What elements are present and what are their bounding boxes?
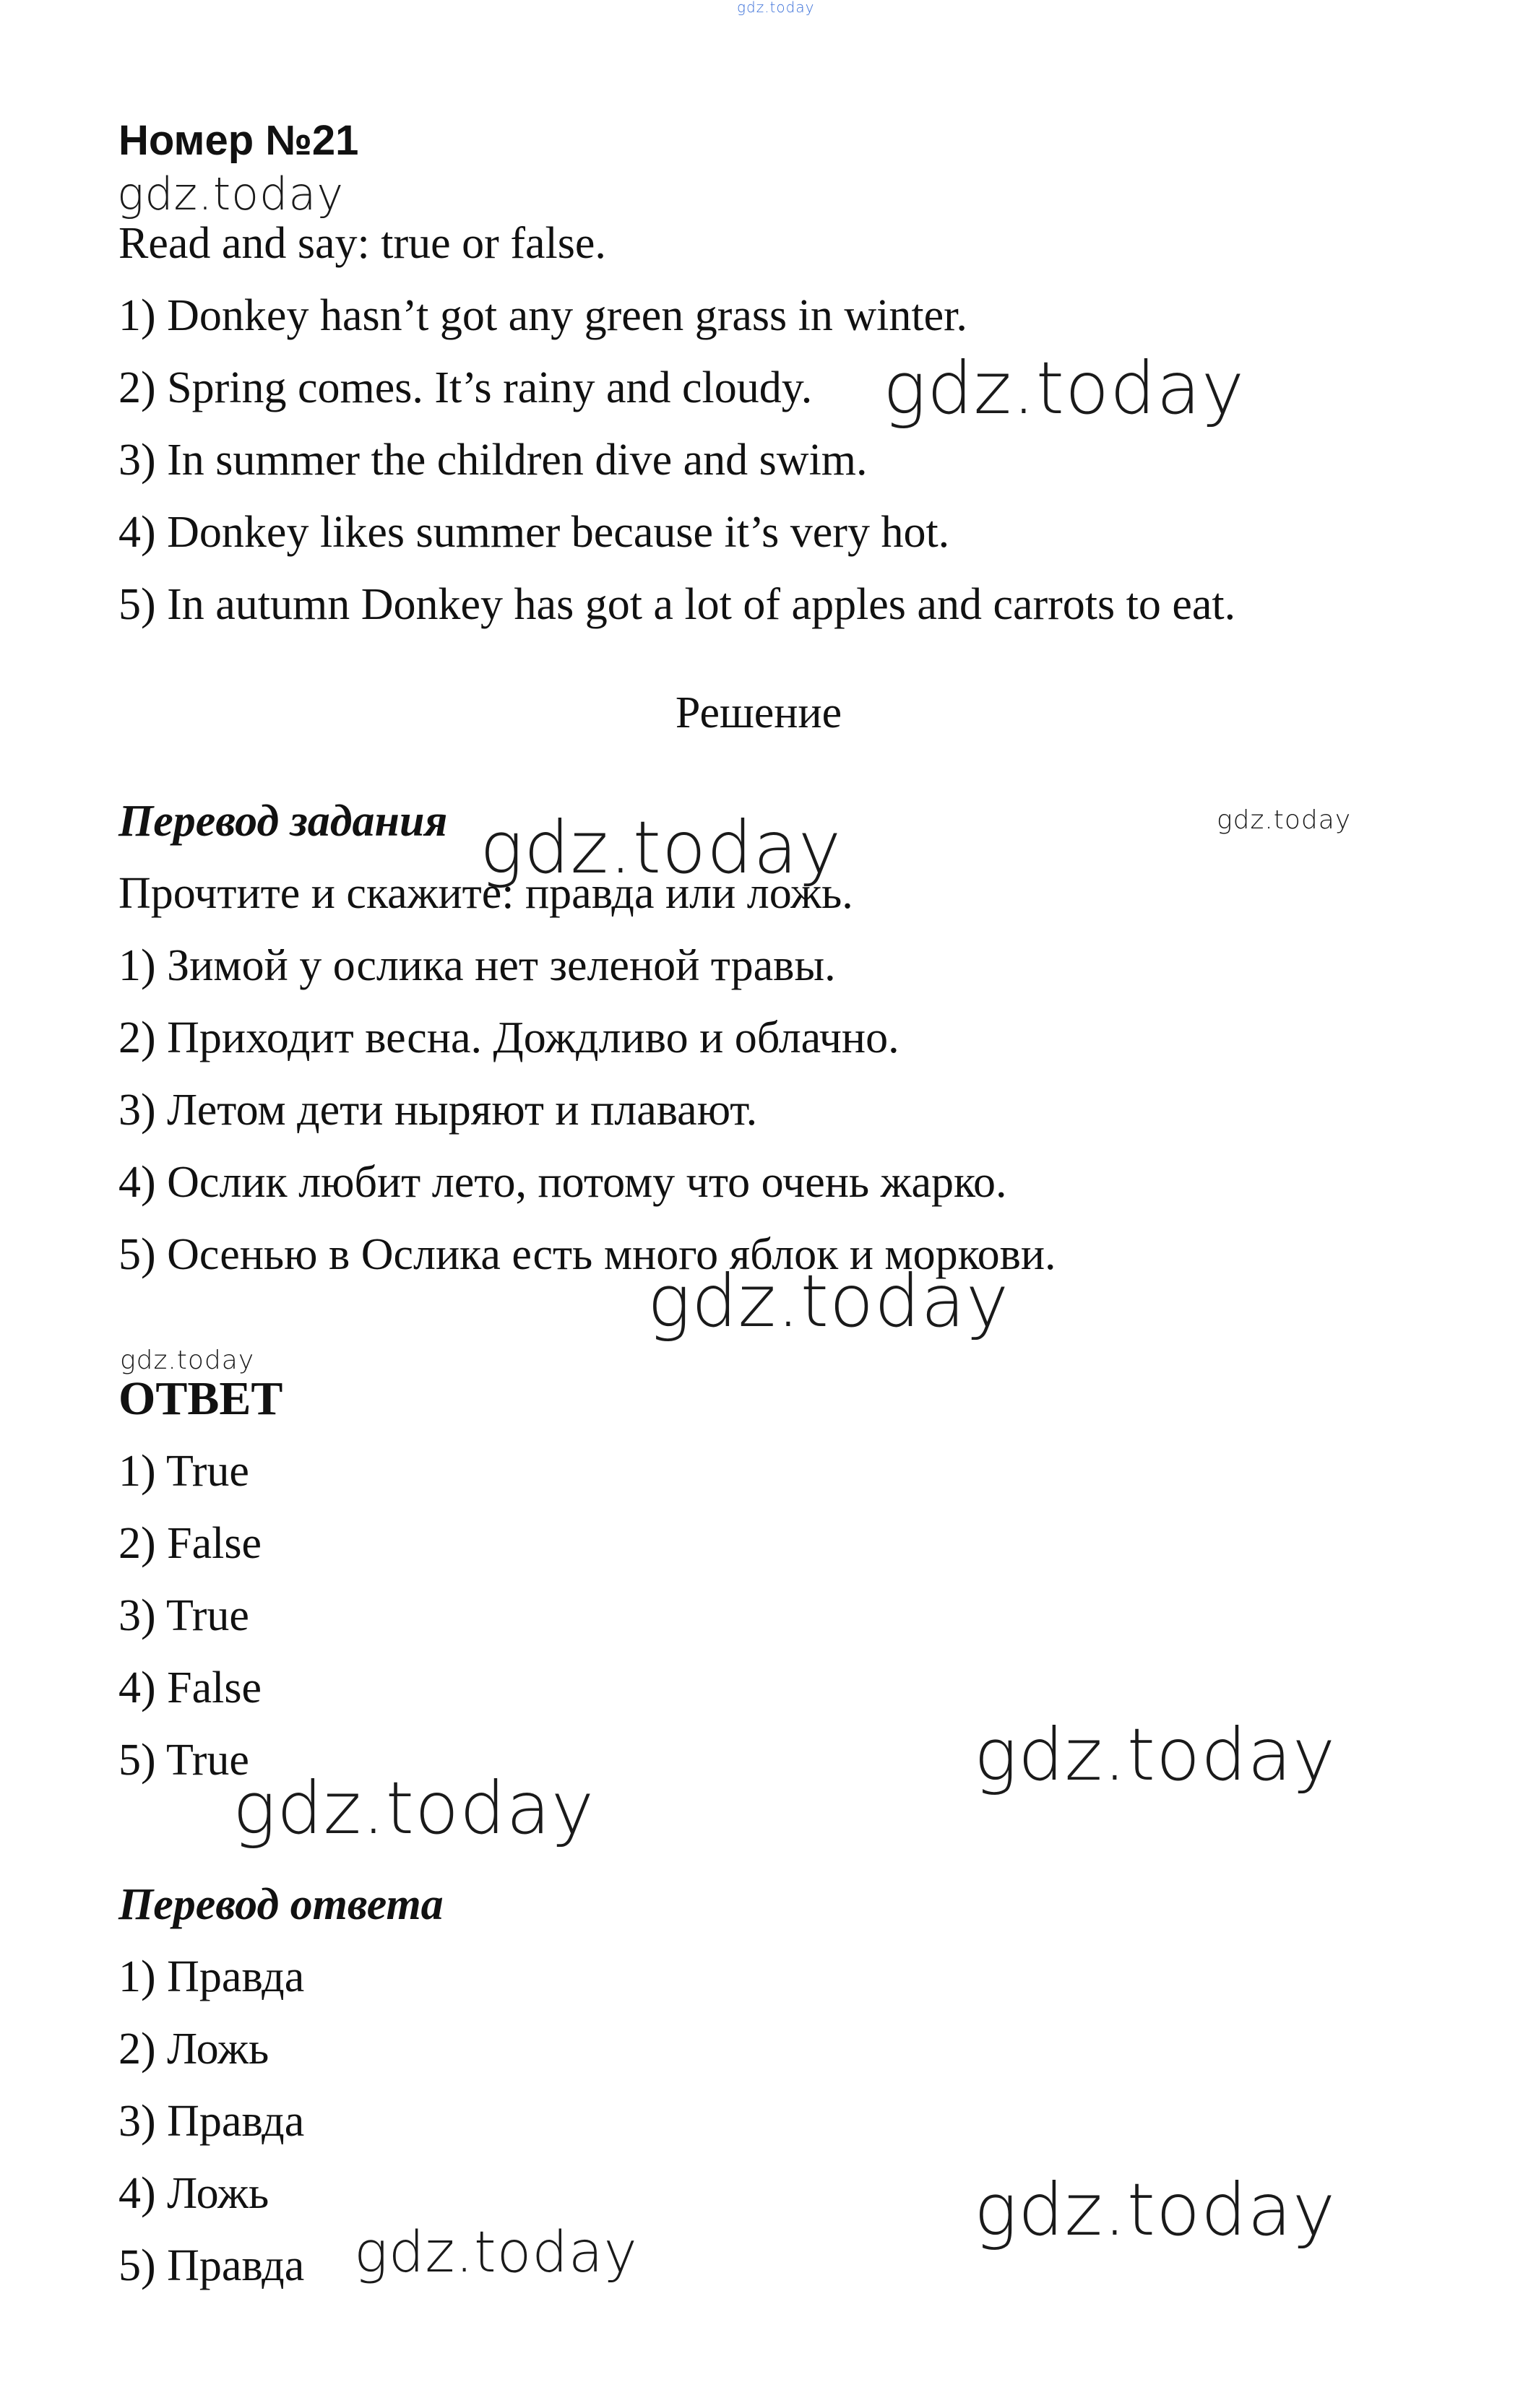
watermark: gdz.today <box>647 1259 1010 1343</box>
translation-item: 3) Летом дети ныряют и плавают. <box>118 1086 758 1135</box>
translation-item: 5) Осенью в Ослика есть много яблок и моркови. <box>118 1230 1056 1279</box>
page-title: Номер №21 <box>118 117 359 164</box>
translation-item: 4) Ослик любит лето, потому что очень жарко. <box>118 1158 1007 1207</box>
watermark: gdz.today <box>480 805 842 890</box>
solution-label: Решение <box>675 688 842 737</box>
watermark: gdz.today <box>1217 805 1352 835</box>
watermark: gdz.today <box>883 346 1246 430</box>
answer-translation-item: 1) Правда <box>118 1952 305 2001</box>
answer-translation-item: 4) Ложь <box>118 2169 269 2218</box>
translation-item: 1) Зимой у ослика нет зеленой травы. <box>118 941 836 990</box>
task-instruction: Read and say: true or false. <box>118 219 606 268</box>
task-item: 5) In autumn Donkey has got a lot of apples and carrots to eat. <box>118 580 1236 629</box>
task-item: 1) Donkey hasn’t got any green grass in winter. <box>118 291 967 340</box>
translation-item: 2) Приходит весна. Дождливо и облачно. <box>118 1013 899 1062</box>
answer-translation-item: 5) Правда <box>118 2241 305 2290</box>
translation-instruction: Прочтите и скажите: правда или ложь. <box>118 869 853 918</box>
answer-item: 3) True <box>118 1591 249 1640</box>
answer-item: 4) False <box>118 1663 262 1712</box>
answer-translation-item: 3) Правда <box>118 2097 305 2146</box>
task-item: 2) Spring comes. It’s rainy and cloudy. <box>118 363 813 412</box>
answer-translation-item: 2) Ложь <box>118 2024 269 2074</box>
watermark: gdz.today <box>354 2220 638 2285</box>
task-item: 3) In summer the children dive and swim. <box>118 436 868 485</box>
watermark: gdz.today <box>737 0 815 16</box>
watermark: gdz.today <box>120 1346 255 1375</box>
answer-item: 1) True <box>118 1447 249 1496</box>
answer-item: 5) True <box>118 1736 249 1785</box>
watermark: gdz.today <box>974 2167 1337 2252</box>
watermark: gdz.today <box>117 168 345 220</box>
task-item: 4) Donkey likes summer because it’s very hot. <box>118 508 950 557</box>
answer-item: 2) False <box>118 1519 262 1568</box>
watermark: gdz.today <box>974 1712 1337 1797</box>
watermark: gdz.today <box>233 1766 595 1850</box>
answer-translation-heading: Перевод ответа <box>118 1880 444 1929</box>
translation-heading: Перевод задания <box>118 797 448 846</box>
answer-heading: ОТВЕТ <box>118 1372 283 1425</box>
